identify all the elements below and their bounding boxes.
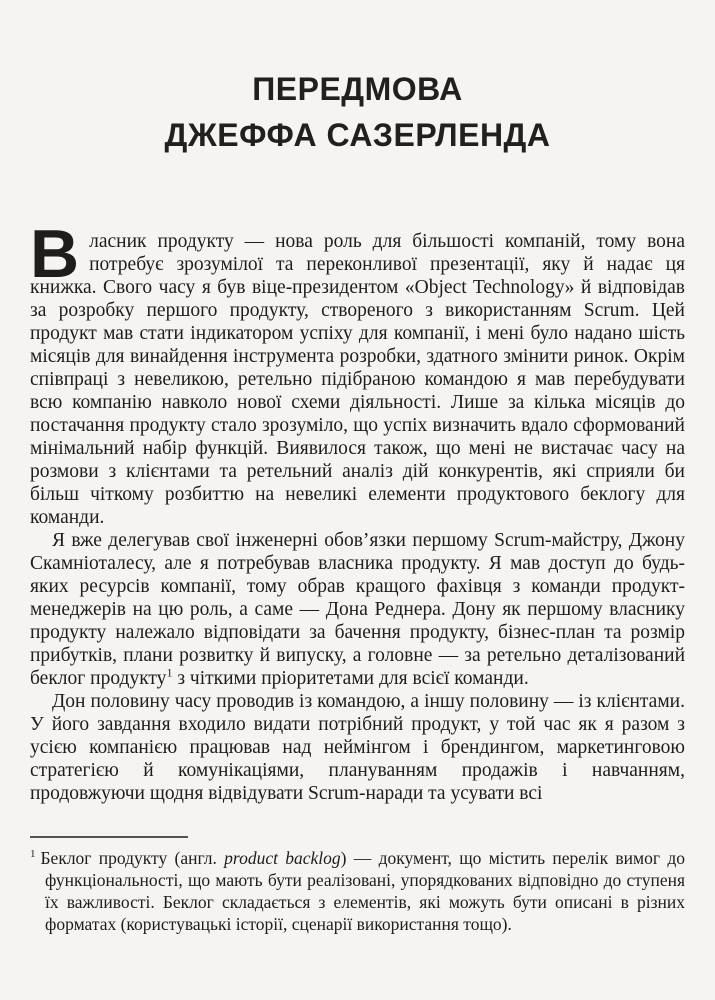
footnote-1 (30, 847, 685, 935)
paragraph-2-text: Я вже делегував свої інженерні обов’язки першому Scrum-майстру, Джону Скамніоталесу, але я потребував власника продукту. Я мав доступ до будь-яких ресурсів компанії, тому обрав кращого фахівця з команди продукт-менеджерів на цю роль, а саме — Дона Реднера. Дону як першому власнику продукту належало відповідати за бачення продукту, бізнес-план та розмір прибутків, плани розвитку й випуску, а головне — за ретельно деталізований беклог продукту (30, 530, 685, 689)
paragraph-2 (30, 529, 685, 690)
paragraph-3: Дон половину часу проводив із командою, а іншу половину — із клієнтами. У його завдання входило видати потрібний продукт, у той час як я разом з усією компанією працював над неймінгом і брендингом, маркетинговою стратегією й комунікаціями, плануванням продажів і навчанням, продовжуючи щодня відвідувати Scrum-наради та усувати всі (30, 691, 685, 804)
paragraph-2-text-continued: з чіткими пріоритетами для всієї команди. (172, 668, 529, 689)
footnote-divider (30, 836, 188, 838)
paragraph-1 (30, 216, 685, 529)
footnote-text-continued: ) — документ, що містить перелік вимог до функціональності, що мають бути реалізовані, упорядкованих відповідно до ступеня їх важливості. Беклог складається з елементів, які можуть бути описані в різних форматах (користувацькі історії, сценарії використання тощо). (45, 848, 685, 934)
footnote-marker: 1 (30, 848, 36, 861)
footnote-area (30, 836, 685, 935)
dropcap-letter: В (30, 216, 80, 292)
chapter-title-line-1: ПЕРЕДМОВА (252, 71, 463, 107)
paragraph-1-text: ласник продукту — нова роль для більшості компаній, тому вона потребує зрозумілої та переконливої презентації, яку й надає ця книжка. Свого часу я був віце-президентом «Object Technology» й відповідав за розробку першого продукту, створеного з використанням Scrum. Цей продукт мав стати індикатором успіху для компанії, і мені було надано шість місяців для винайдення інструмента розробки, здатного змінити ринок. Окрім співпраці з невеликою, ретельно підібраною командою я мав перебудувати всю компанію навколо нової схеми діяльності. Лише за кілька місяців до постачання продукту стало зрозуміло, що успіх визначить вдало сформований мінімальний набір функцій. Виявилося також, що мені не вистачає часу на розмови з клієнтами та ретельний аналіз дій конкурентів, які сприяли би більш чіткому розбиттю на невеликі елементи продуктового беклогу для команди. (30, 231, 685, 528)
footnote-term-italic: product backlog (224, 848, 341, 868)
footnote-reference: 1 (166, 665, 173, 680)
footnote-text: Беклог продукту (англ. (40, 848, 225, 868)
chapter-title-line-2: ДЖЕФФА САЗЕРЛЕНДА (164, 117, 551, 153)
chapter-heading (30, 66, 685, 158)
body-text (30, 216, 685, 805)
